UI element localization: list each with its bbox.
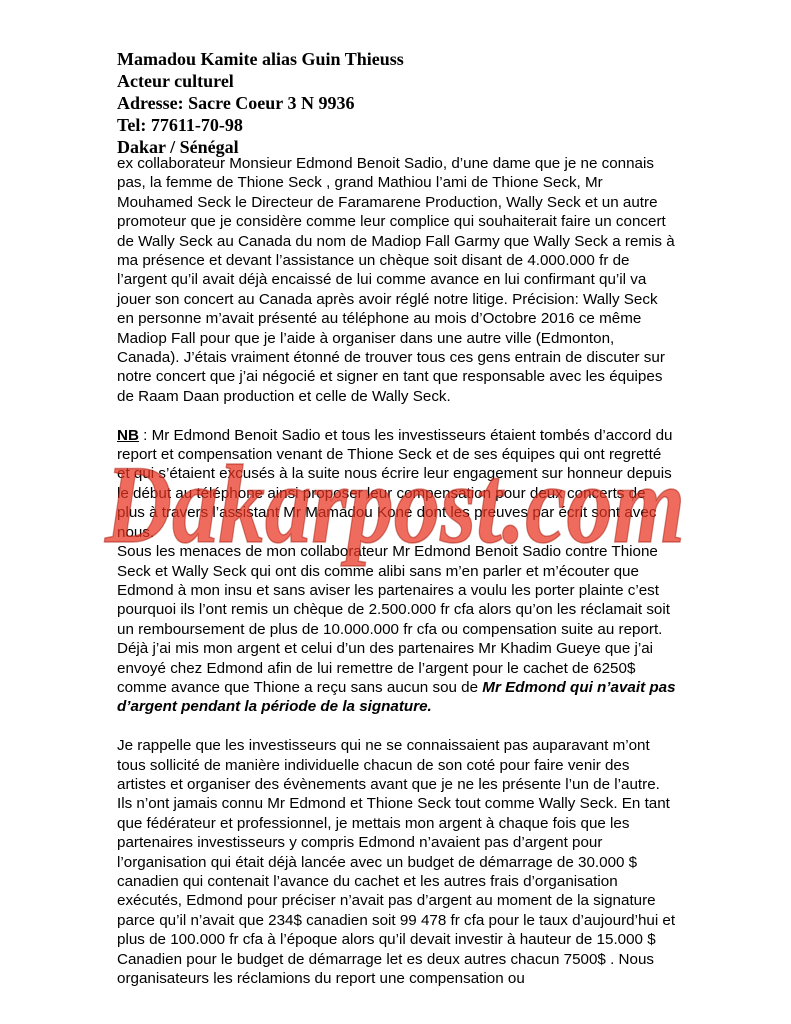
paragraph-spacer [117, 717, 677, 736]
nb-text: : Mr Edmond Benoit Sadio et tous les investisseurs étaient tombés d’accord du report et compensation venant de Thione Seck et de ses équipes qui ont regretté et qui s’étaient excusés à la suite nous écrire leur engagement sur honneur depuis le début au téléphone ainsi proposer leur compensation pour deux concerts de plus à travers l’assistant Mr Mamadou Kone dont les preuves par écrit sont avec nous. [117, 426, 673, 541]
paragraph-3-text: Sous les menaces de mon collaborateur Mr Edmond Benoit Sadio contre Thione Seck et Wally Seck qui ont dis comme alibi sans m’en parler et m’écouter que Edmond à mon insu et sans aviser les partenaires a voulu les porter plainte c’est pourquoi ils l’ont remis un chèque de 2.500.000 fr cfa alors qu’on les réclamait soit un remboursement de plus de 10.000.000 fr cfa ou compensation suite au report. Déjà j’ai mis mon argent et celui d’un des partenaires Mr Khadim Gueye que j’ai envoyé chez Edmond afin de lui remettre de l’argent pour le cachet de 6250$ comme avance que Thione a reçu sans aucun sou de [117, 543, 670, 696]
paragraph-1: ex collaborateur Monsieur Edmond Benoit Sadio, d’une dame que je ne connais pas, la femme de Thione Seck , grand Mathiou l’ami de Thione Seck, Mr Mouhamed Seck le Directeur de Faramarene Production, Wally Seck et un autre promoteur que je considère comme leur complice qui souhaiterait faire un concert de Wally Seck au Canada du nom de Madiop Fall Garmy que Wally Seck a remis à ma présence et devant l’assistance un chèque soit disant de 4.000.000 fr de l’argent qu’il avait déjà encaissé de lui comme avance en lui confirmant qu’il va jouer son concert au Canada après avoir réglé notre litige. Précision: Wally Seck en personne m’avait présenté au téléphone au mois d’Octobre 2016 ce même Madiop Fall pour que je l’aide à organiser dans une autre ville (Edmonton, Canada). J’étais vraiment étonné de trouver tous ces gens entrain de discuter sur notre concert que j’ai négocié et signer en tant que responsable avec les équipes de Raam Daan production et celle de Wally Seck. [117, 155, 675, 405]
paragraph-nb [117, 426, 677, 542]
paragraph-3 [117, 542, 677, 717]
paragraph-3-emphasis: Mr Edmond qui n’avait pas d’argent pendant la période de la signature. [117, 678, 676, 716]
watermark-text: Dakarpost.com [104, 443, 685, 567]
nb-label: NB [117, 426, 139, 444]
sender-header [117, 48, 404, 158]
letter-body [117, 154, 677, 988]
sender-name: Mamadou Kamite alias Guin Thieuss [117, 49, 404, 69]
sender-phone: Tel: 77611-70-98 [117, 115, 243, 135]
paragraph-spacer [117, 406, 677, 425]
sender-city: Dakar / Sénégal [117, 137, 239, 157]
paragraph-4: Je rappelle que les investisseurs qui ne se connaissaient pas auparavant m’ont tous sollicité de manière individuelle chacun de son coté pour faire venir des artistes et organiser des évènements avant que je ne les présente l’un de l’autre. Ils n’ont jamais connu Mr Edmond et Thione Seck tout comme Wally Seck. En tant que fédérateur et professionnel, je mettais mon argent à chaque fois que les partenaires investisseurs y compris Edmond n’avaient pas d’argent pour l’organisation qui était déjà lancée avec un budget de démarrage de 30.000 $ canadien qui contenait l’avance du cachet et les autres frais d’organisation exécutés, Edmond pour préciser n’avait pas d’argent au moment de la signature parce qu’il n’avait que 234$ canadien soit 99 478 fr cfa pour le taux d’aujourd’hui et plus de 100.000 fr cfa à l’époque alors qu’il devait investir à hauteur de 15.000 $ Canadien pour le budget de démarrage let es deux autres chacun 7500$ . Nous organisateurs les réclamions du report une compensation ou [117, 737, 676, 988]
sender-address: Adresse: Sacre Coeur 3 N 9936 [117, 93, 355, 113]
sender-title: Acteur culturel [117, 71, 234, 91]
